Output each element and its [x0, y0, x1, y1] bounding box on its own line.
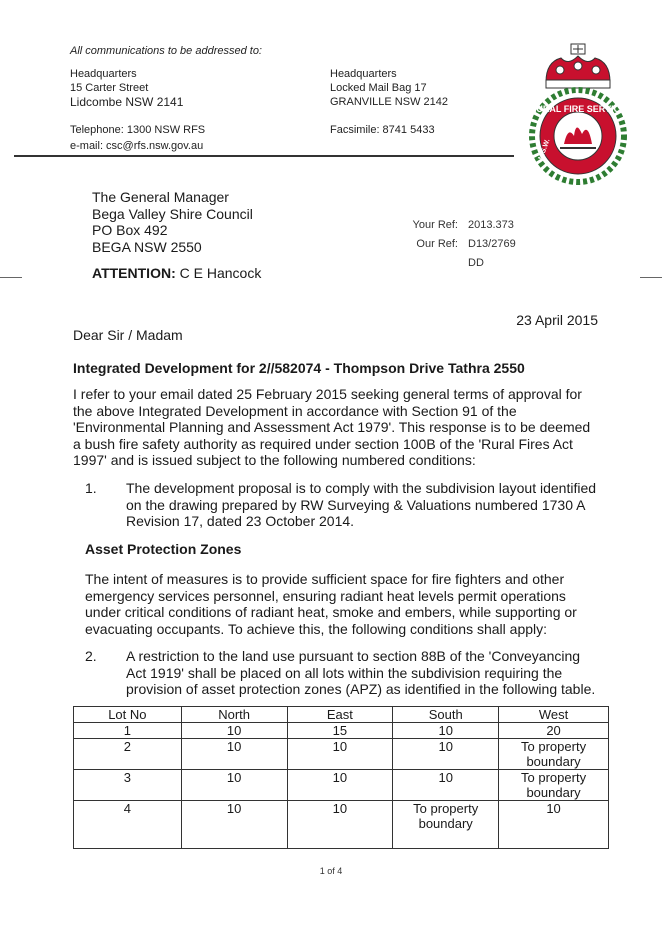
left-hq-street: 15 Carter Street [70, 82, 149, 94]
our-ref-label: Our Ref: [416, 238, 458, 250]
table-cell: 20 [499, 723, 609, 739]
apz-intro-paragraph: The intent of measures is to provide sufficient space for fire fighters and other emergency services personnel, ensuring radiant heat levels permit operations under critical conditions of radiant heat, smoke and embers, while supporting or evacuating occupants. To achieve this, the following conditions shall apply: [85, 571, 577, 637]
attention-name: C E Hancock [179, 265, 262, 281]
table-cell: 10 [393, 723, 499, 739]
table-cell: 10 [181, 723, 287, 739]
item-2-number: 2. [85, 648, 97, 664]
table-cell: 15 [287, 723, 393, 739]
left-hq-title: Headquarters [70, 68, 137, 80]
left-address-block [70, 67, 183, 109]
table-row [74, 801, 609, 849]
table-header-row [74, 707, 609, 723]
item-2-text: A restriction to the land use pursuant to section 88B of the 'Conveyancing Act 1919' shall be placed on all lots within the subdivision requiring the provision of asset protection zones (APZ) as identified in the following table. [126, 648, 596, 697]
recipient-address [92, 189, 253, 255]
rfs-logo [516, 40, 640, 190]
table-cell: 2 [74, 739, 182, 770]
page-number: 1 of 4 [319, 866, 343, 876]
recipient-line-3: PO Box 492 [92, 222, 168, 238]
logo-side-text: N.S.W. [537, 138, 552, 161]
table-cell: 4 [74, 801, 182, 849]
table-row [74, 723, 609, 739]
table-cell: 10 [393, 770, 499, 801]
header-lot-no: Lot No [74, 707, 182, 723]
right-margin-mark [640, 277, 662, 278]
right-address-block [330, 67, 448, 109]
table-row [74, 770, 609, 801]
apz-table [73, 706, 609, 849]
table-cell: 10 [181, 739, 287, 770]
letter-date: 23 April 2015 [516, 312, 598, 328]
table-cell: 10 [287, 770, 393, 801]
table-row [74, 739, 609, 770]
table-cell: 10 [287, 801, 393, 849]
item-1-text: The development proposal is to comply with the subdivision layout identified on the drawing prepared by RW Surveying & Valuations numbered 1730 A Revision 17, dated 23 October 2014. [126, 480, 597, 529]
recipient-line-1: The General Manager [92, 189, 229, 205]
table-cell: 10 [181, 770, 287, 801]
table-cell: 3 [74, 770, 182, 801]
crown-icon [546, 44, 610, 88]
attention-label: ATTENTION: [92, 265, 176, 281]
communications-notice: All communications to be addressed to: [70, 45, 262, 57]
right-hq-street: Locked Mail Bag 17 [330, 82, 427, 94]
your-ref-value: 2013.373 [468, 219, 514, 231]
recipient-line-2: Bega Valley Shire Council [92, 205, 253, 222]
table-cell: 1 [74, 723, 182, 739]
table-cell: 10 [499, 801, 609, 849]
table-cell: To property boundary [393, 801, 499, 849]
left-hq-city: Lidcombe NSW 2141 [70, 95, 184, 109]
table-cell: To property boundary [499, 770, 609, 801]
salutation: Dear Sir / Madam [73, 327, 183, 343]
right-hq-city: GRANVILLE NSW 2142 [330, 96, 448, 108]
our-ref-value: D13/2769 [468, 238, 516, 250]
table-cell: To property boundary [499, 739, 609, 770]
table-cell: 10 [287, 739, 393, 770]
header-rule [14, 155, 514, 157]
your-ref-label: Your Ref: [412, 219, 458, 231]
header-south: South [393, 707, 499, 723]
recipient-line-4: BEGA NSW 2550 [92, 238, 202, 255]
intro-paragraph: I refer to your email dated 25 February 2015 seeking general terms of approval for the above Integrated Development in accordance with Section 91 of the 'Environmental Planning and Assessment Act 1979'. This response is to be deemed a bush fire safety authority as required under section 100B of the 'Rural Fires Act 1997' and is issued subject to the following numbered conditions: [73, 386, 591, 468]
right-hq-title: Headquarters [330, 68, 397, 80]
left-margin-mark [0, 277, 22, 278]
attention-line [92, 265, 261, 282]
email: e-mail: csc@rfs.nsw.gov.au [70, 140, 204, 152]
logo-ring-text: RURAL FIRE SERVICE [529, 104, 627, 114]
header-north: North [181, 707, 287, 723]
table-cell: 10 [181, 801, 287, 849]
initials: DD [468, 257, 484, 269]
subject-line: Integrated Development for 2//582074 - Thompson Drive Tathra 2550 [73, 360, 525, 376]
header-west: West [499, 707, 609, 723]
apz-heading: Asset Protection Zones [85, 541, 242, 557]
header-east: East [287, 707, 393, 723]
telephone: Telephone: 1300 NSW RFS [70, 124, 206, 136]
facsimile: Facsimile: 8741 5433 [330, 124, 435, 136]
item-1-number: 1. [85, 480, 97, 496]
table-cell: 10 [393, 739, 499, 770]
